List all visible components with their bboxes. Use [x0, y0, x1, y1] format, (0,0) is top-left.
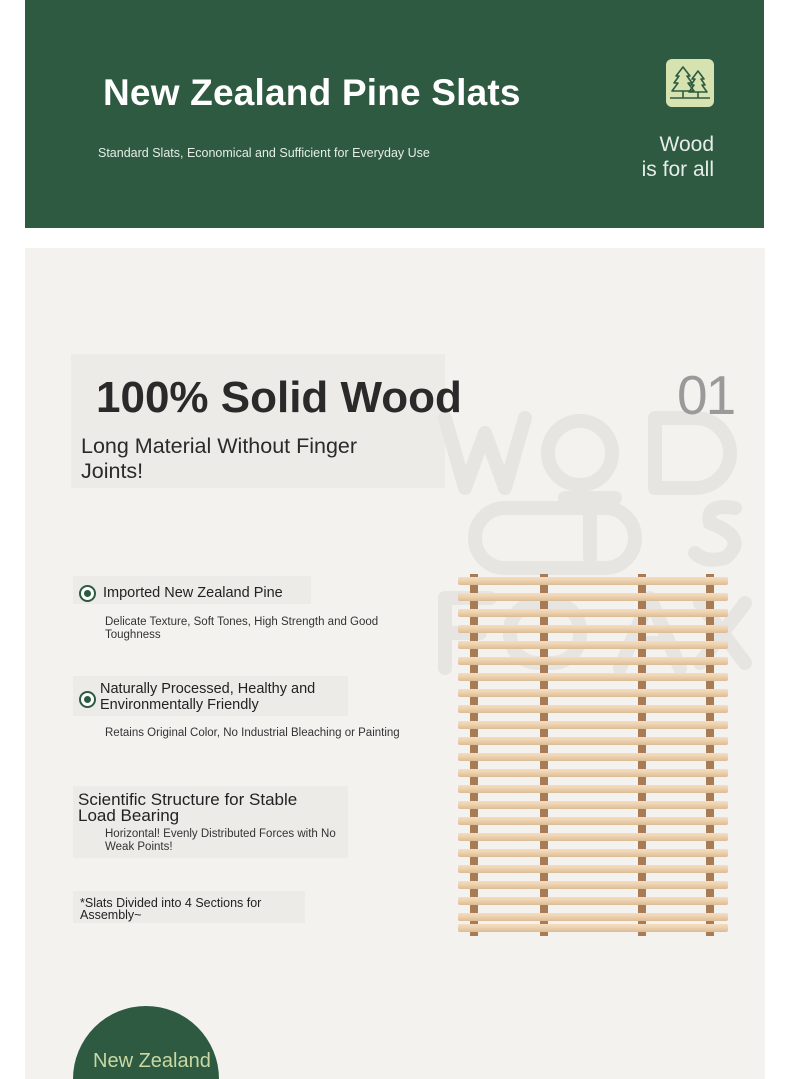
feature-3-desc: Horizontal! Evenly Distributed Forces with No Weak Points!: [105, 828, 336, 853]
feature-2-title: Naturally Processed, Healthy and Environmentally Friendly: [100, 681, 316, 713]
hero-tagline: [642, 132, 714, 182]
tagline-line-2: is for all: [641, 158, 714, 181]
hero-subtitle: Standard Slats, Economical and Sufficient for Everyday Use: [98, 146, 430, 160]
bullet-radio-icon: [79, 691, 96, 708]
page-title: New Zealand Pine Slats: [103, 72, 521, 113]
bed-slats-image: [458, 574, 728, 936]
feature-3-title: Scientific Structure for Stable Load Bearing: [78, 790, 298, 825]
feature-1-desc: Delicate Texture, Soft Tones, High Strength and Good Toughness: [105, 616, 379, 641]
tagline-line-1: Wood: [659, 133, 714, 156]
pine-trees-icon: [666, 59, 714, 107]
feature-panel: [25, 248, 765, 1079]
origin-badge-label: New Zealand: [93, 1050, 211, 1072]
feature-2-desc: Retains Original Color, No Industrial Bleaching or Painting: [105, 727, 400, 739]
bullet-radio-icon: [79, 585, 96, 602]
section-title: 100% Solid Wood: [96, 373, 462, 422]
section-subtitle: Long Material Without Finger Joints!: [81, 434, 358, 483]
assembly-note: *Slats Divided into 4 Sections for Assembly~: [80, 896, 262, 922]
feature-1-title: Imported New Zealand Pine: [103, 585, 283, 601]
section-number: 01: [677, 364, 735, 426]
hero-banner: [25, 0, 764, 228]
